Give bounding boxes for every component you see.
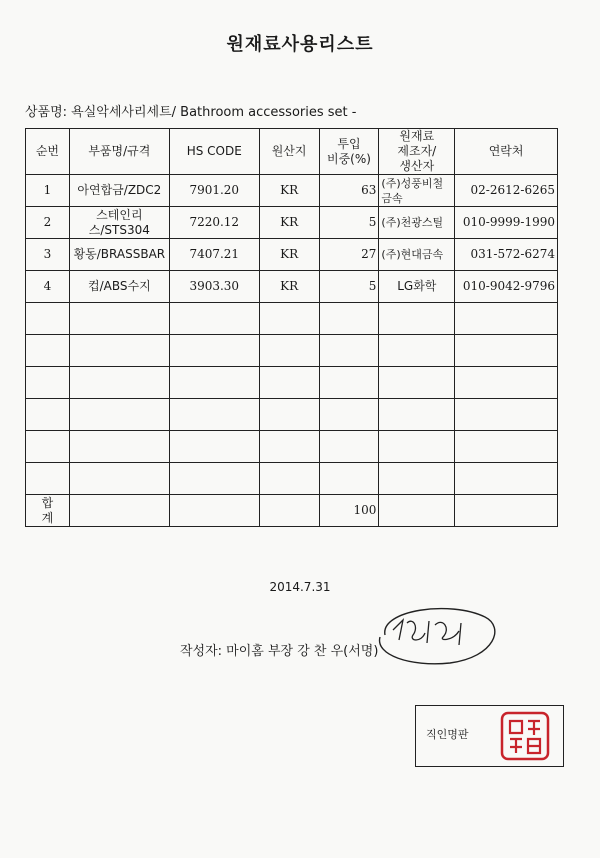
table-row xyxy=(26,175,558,207)
row-part: 황동/BRASSBAR xyxy=(69,239,169,271)
row-no: 3 xyxy=(26,239,70,271)
row-phone: 031-572-6274 xyxy=(455,239,558,271)
red-seal-stamp xyxy=(498,709,552,763)
empty-row xyxy=(26,335,558,367)
product-name-line: 상품명: 욕실악세사리세트/ Bathroom accessories set - xyxy=(25,105,357,120)
empty-row xyxy=(26,303,558,335)
table-row xyxy=(26,239,558,271)
row-ratio: 27 xyxy=(319,239,379,271)
header-part: 부품명/규격 xyxy=(69,129,169,175)
empty-row xyxy=(26,399,558,431)
document-date: 2014.7.31 xyxy=(269,580,331,594)
row-no: 1 xyxy=(26,175,70,207)
row-maker: (주)천광스틸 xyxy=(379,207,455,239)
seal-label: 직인명판 xyxy=(426,728,469,741)
total-label: 합 계 xyxy=(26,495,70,527)
row-part: 컵/ABS수지 xyxy=(69,271,169,303)
table-row xyxy=(26,207,558,239)
header-hs-code: HS CODE xyxy=(169,129,259,175)
official-seal-box xyxy=(415,705,564,767)
row-maker: (주)성풍비철금속 xyxy=(379,175,455,207)
row-ratio: 5 xyxy=(319,271,379,303)
row-no: 4 xyxy=(26,271,70,303)
empty-row xyxy=(26,431,558,463)
materials-table xyxy=(25,128,558,527)
table-row xyxy=(26,271,558,303)
row-hs-code: 7220.12 xyxy=(169,207,259,239)
table-header-row xyxy=(26,129,558,175)
header-phone: 연락처 xyxy=(455,129,558,175)
row-phone: 010-9042-9796 xyxy=(455,271,558,303)
row-no: 2 xyxy=(26,207,70,239)
row-hs-code: 7901.20 xyxy=(169,175,259,207)
row-hs-code: 7407.21 xyxy=(169,239,259,271)
author-line: 작성자: 마이홈 부장 강 찬 우(서명) xyxy=(180,644,379,659)
empty-row xyxy=(26,367,558,399)
row-part: 스테인리스/STS304 xyxy=(69,207,169,239)
total-ratio: 100 xyxy=(319,495,379,527)
handwritten-signature xyxy=(355,595,505,675)
header-maker: 원재료 제조자/ 생산자 xyxy=(379,129,455,175)
document-title: 원재료사용리스트 xyxy=(226,34,374,55)
header-no: 순번 xyxy=(26,129,70,175)
row-hs-code: 3903.30 xyxy=(169,271,259,303)
row-origin: KR xyxy=(259,207,319,239)
row-origin: KR xyxy=(259,175,319,207)
row-ratio: 63 xyxy=(319,175,379,207)
row-origin: KR xyxy=(259,271,319,303)
header-origin: 원산지 xyxy=(259,129,319,175)
row-origin: KR xyxy=(259,239,319,271)
total-row xyxy=(26,495,558,527)
empty-row xyxy=(26,463,558,495)
row-ratio: 5 xyxy=(319,207,379,239)
row-part: 아연합금/ZDC2 xyxy=(69,175,169,207)
row-maker: (주)현대금속 xyxy=(379,239,455,271)
header-ratio: 투입 비중(%) xyxy=(319,129,379,175)
row-phone: 010-9999-1990 xyxy=(455,207,558,239)
row-phone: 02-2612-6265 xyxy=(455,175,558,207)
row-maker: LG화학 xyxy=(379,271,455,303)
